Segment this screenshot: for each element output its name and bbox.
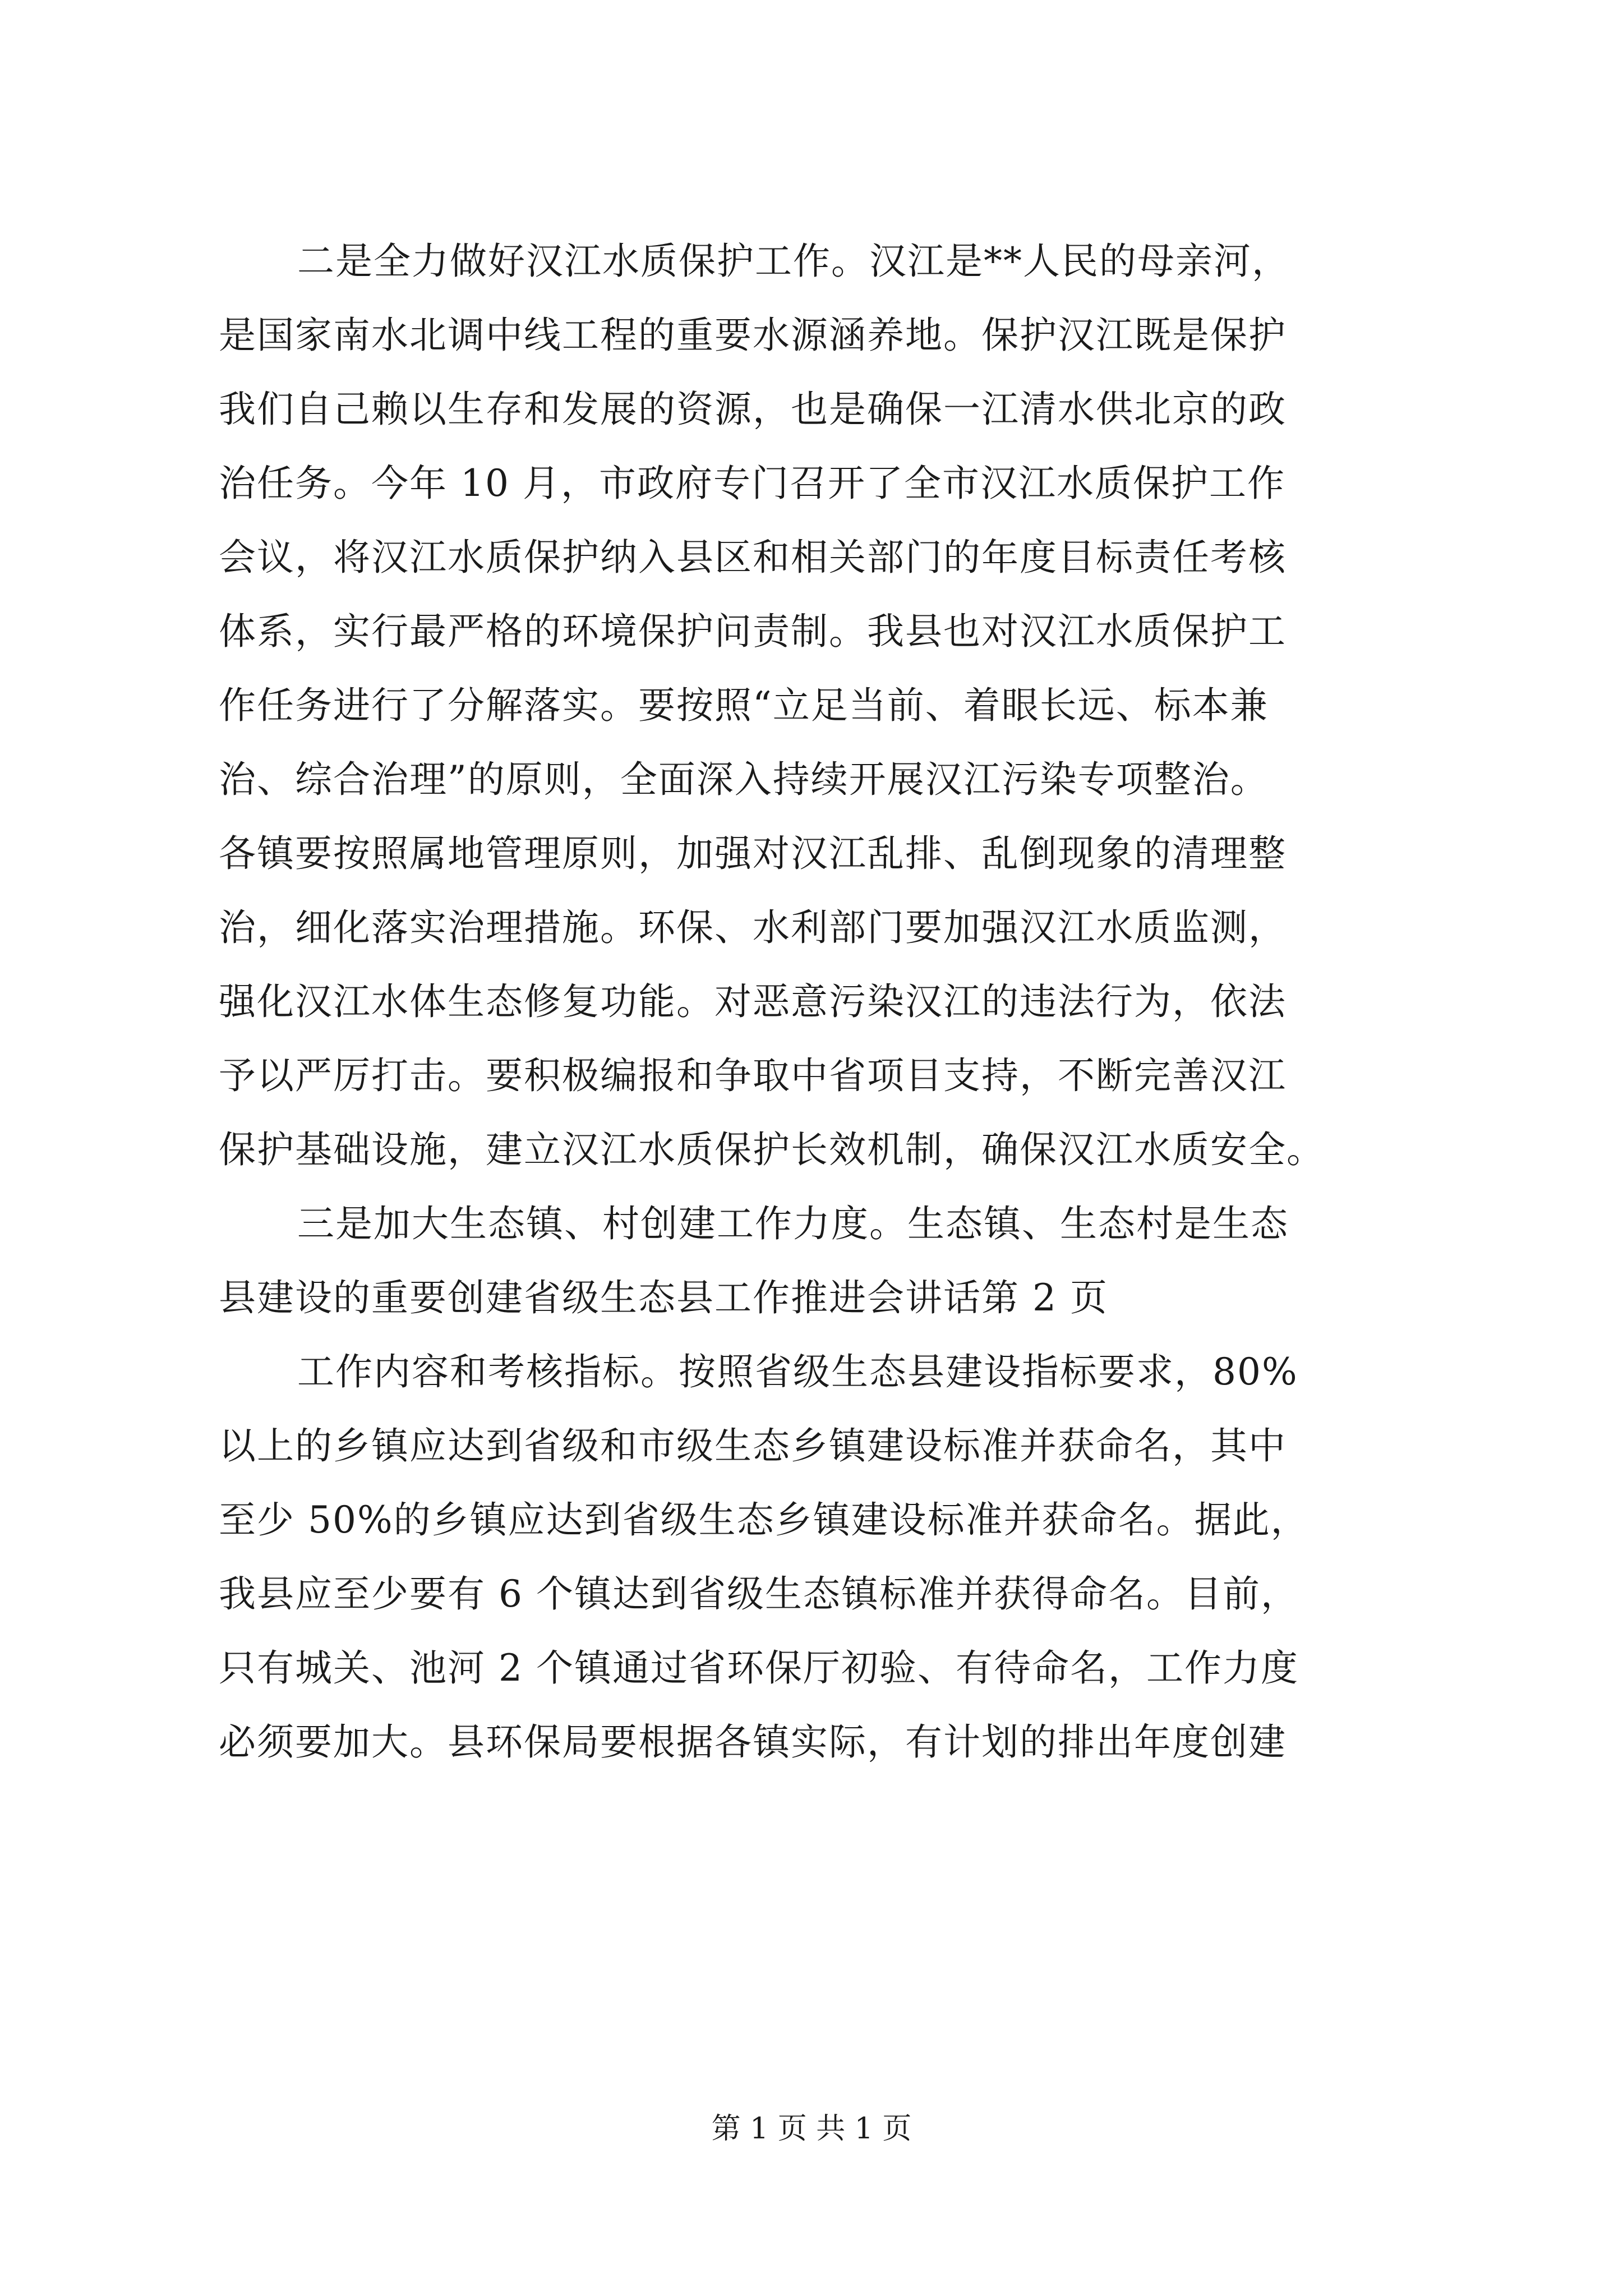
text-line: 至少 50%的乡镇应达到省级生态乡镇建设标准并获命名。据此，	[219, 1498, 1309, 1542]
paragraph-ecological-towns	[219, 1187, 1419, 1335]
text-line: 保护基础设施，建立汉江水质保护长效机制，确保汉江水质安全。	[219, 1128, 1325, 1171]
paragraph-hanjiang-water-quality	[219, 224, 1419, 1187]
text-line: 治任务。今年 10 月，市政府专门召开了全市汉江水质保护工作	[219, 462, 1285, 505]
text-line: 只有城关、池河 2 个镇通过省环保厅初验、有待命名，工作力度	[219, 1646, 1299, 1690]
text-line: 县建设的重要创建省级生态县工作推进会讲话第 2 页	[219, 1276, 1108, 1319]
text-line: 治、综合治理”的原则，全面深入持续开展汉江污染专项整治。	[219, 758, 1269, 801]
paragraph-assessment-indicators	[219, 1335, 1419, 1779]
text-line: 二是全力做好汉江水质保护工作。汉江是**人民的母亲河，	[297, 240, 1290, 283]
text-line: 予以严厉打击。要积极编报和争取中省项目支持，不断完善汉江	[219, 1054, 1287, 1097]
text-line: 我县应至少要有 6 个镇达到省级生态镇标准并获得命名。目前，	[219, 1572, 1299, 1616]
text-line: 必须要加大。县环保局要根据各镇实际，有计划的排出年度创建	[219, 1720, 1287, 1764]
document-body	[219, 224, 1419, 1779]
text-line: 体系，实行最严格的环境保护问责制。我县也对汉江水质保护工	[219, 610, 1287, 653]
text-line: 作任务进行了分解落实。要按照“立足当前、着眼长远、标本兼	[219, 684, 1269, 727]
text-line: 治，细化落实治理措施。环保、水利部门要加强汉江水质监测，	[219, 906, 1287, 949]
text-line: 强化汉江水体生态修复功能。对恶意污染汉江的违法行为，依法	[219, 980, 1287, 1023]
text-line: 三是加大生态镇、村创建工作力度。生态镇、生态村是生态	[297, 1202, 1289, 1245]
text-line: 我们自己赖以生存和发展的资源，也是确保一江清水供北京的政	[219, 388, 1287, 431]
text-line: 是国家南水北调中线工程的重要水源涵养地。保护汉江既是保护	[219, 314, 1287, 357]
text-line: 工作内容和考核指标。按照省级生态县建设指标要求，80%	[297, 1350, 1298, 1393]
text-line: 各镇要按照属地管理原则，加强对汉江乱排、乱倒现象的清理整	[219, 832, 1287, 875]
page-number-footer: 第 1 页 共 1 页	[711, 2112, 912, 2146]
text-line: 会议，将汉江水质保护纳入县区和相关部门的年度目标责任考核	[219, 536, 1287, 579]
text-line: 以上的乡镇应达到省级和市级生态乡镇建设标准并获命名，其中	[219, 1424, 1287, 1467]
